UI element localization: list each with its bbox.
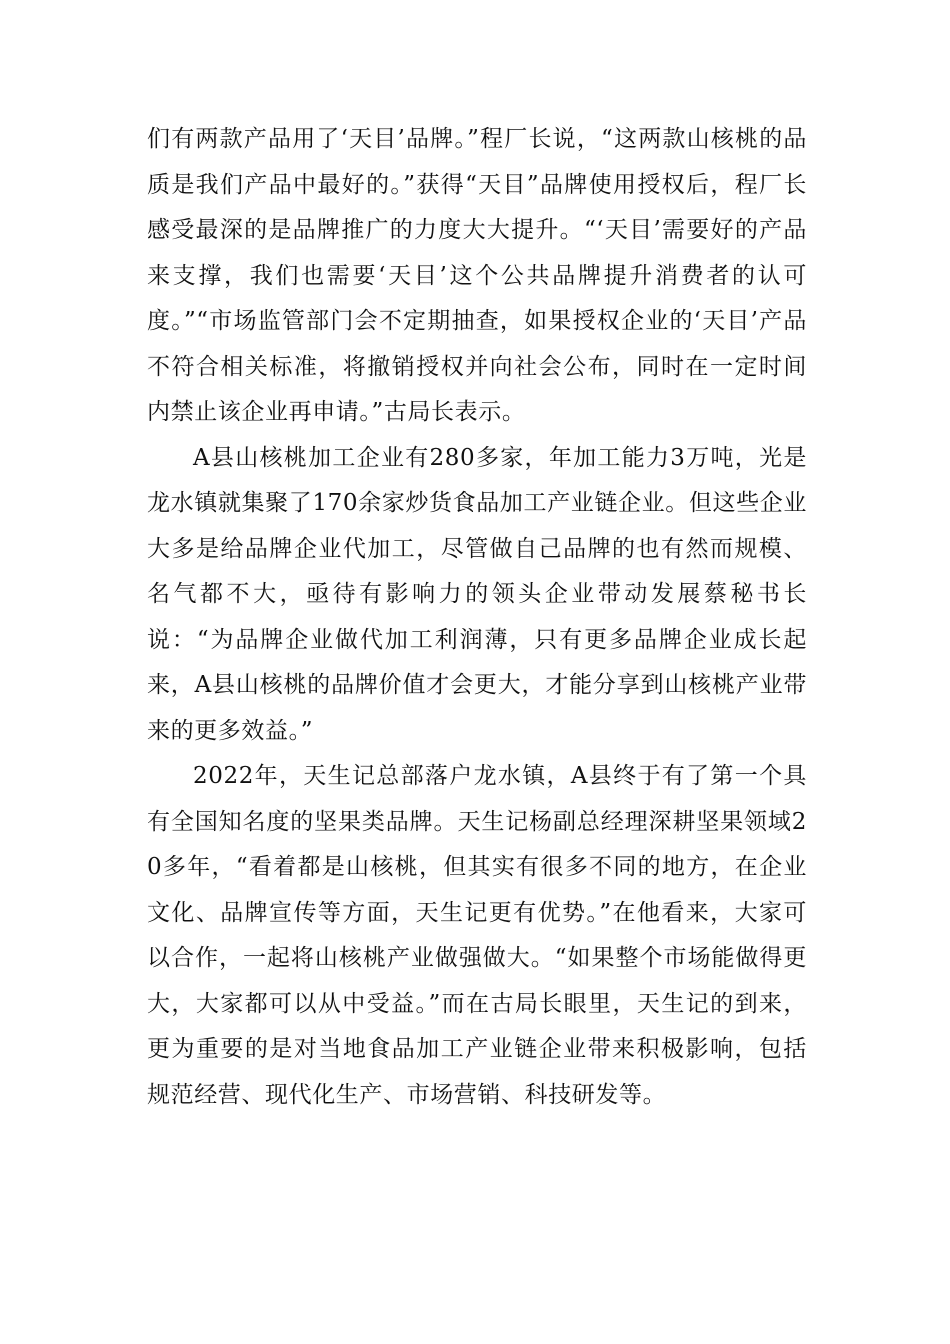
- paragraph-3: 2022年，天生记总部落户龙水镇，A县终于有了第一个具有全国知名度的坚果类品牌。天生记杨副总经理深耕坚果领域20多年，“看着都是山核桃，但其实有很多不同的地方，在企业文化、品牌宣传等方面，天生记更有优势。”在他看来，大家可以合作，一起将山核桃产业做强做大。“如果整个市场能做得更大，大家都可以从中受益。”而在古局长眼里，天生记的到来，更为重要的是对当地食品加工产业链企业带来积极影响，包括规范经营、现代化生产、市场营销、科技研发等。: [147, 763, 807, 1108]
- paragraph-2: A县山核桃加工企业有280多家，年加工能力3万吨，光是龙水镇就集聚了170余家炒货食品加工产业链企业。但这些企业大多是给品牌企业代加工，尽管做自己品牌的也有然而规模、名气都不大，亟待有影响力的领头企业带动发展蔡秘书长说：“为品牌企业做代加工利润薄，只有更多品牌企业成长起来，A县山核桃的品牌价值才会更大，才能分享到山核桃产业带来的更多效益。”: [147, 444, 807, 744]
- paragraph-1: 们有两款产品用了‘天目’品牌。”程厂长说，“这两款山核桃的品质是我们产品中最好的。”获得“天目”品牌使用授权后，程厂长感受最深的是品牌推广的力度大大提升。“‘天目’需要好的产品来支撑，我们也需要‘天目’这个公共品牌提升消费者的认可度。”“市场监管部门会不定期抽查，如果授权企业的‘天目’产品不符合相关标准，将撤销授权并向社会公布，同时在一定时间内禁止该企业再申请。”古局长表示。: [147, 126, 807, 425]
- document-body: [147, 117, 807, 1118]
